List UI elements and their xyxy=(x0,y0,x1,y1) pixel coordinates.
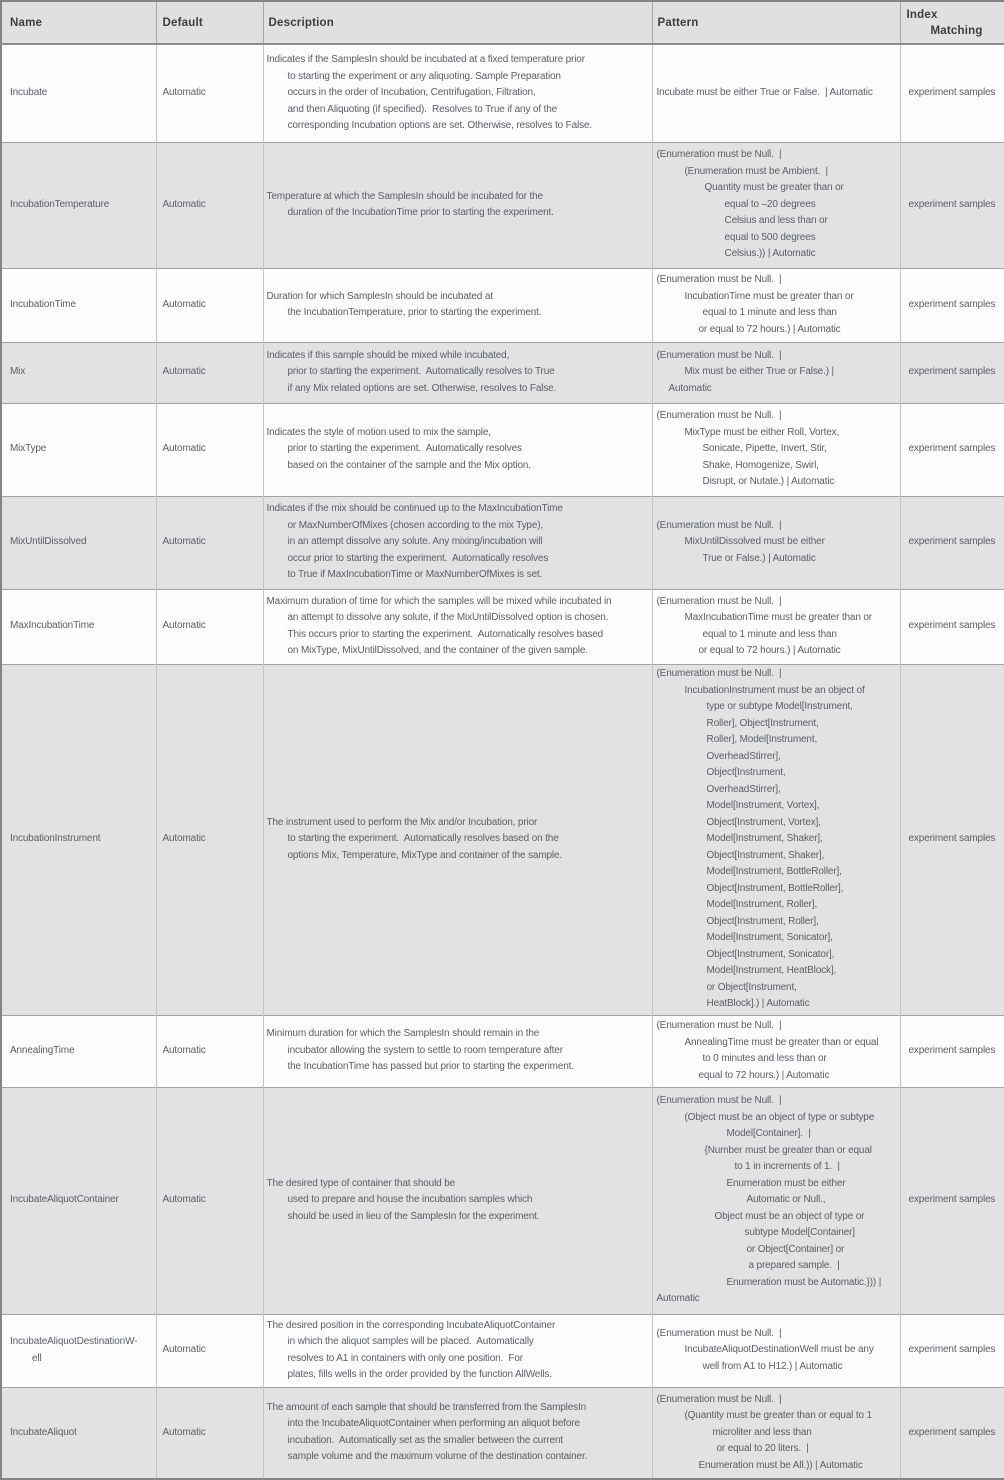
cell-line: Automatic xyxy=(668,382,712,394)
table-row xyxy=(1,268,1004,342)
cell-line: Maximum duration of time for which the samples will be mixed while incubated in xyxy=(266,595,612,607)
cell-line: Mix xyxy=(10,366,26,378)
cell-line: Roller], Object[Instrument, xyxy=(706,717,819,729)
column-header-name xyxy=(1,1,156,44)
cell-line: or equal to 72 hours.) | Automatic xyxy=(698,645,841,656)
cell-line: OverheadStirrer], xyxy=(706,783,781,795)
cell-line: (Enumeration must be Null. | xyxy=(656,1020,782,1031)
cell-line: (Enumeration must be Null. | xyxy=(656,1095,782,1107)
cell-line: the IncubationTime has passed but prior to starting the experiment. xyxy=(287,1061,574,1073)
cell-line: (Enumeration must be Null. | xyxy=(656,1393,782,1405)
index-matching-cell xyxy=(900,142,1004,268)
cell-line: OverheadStirrer], xyxy=(706,750,781,762)
cell-line: Celsius.)) | Automatic xyxy=(724,248,816,260)
cell-line: Model[Instrument, HeatBlock], xyxy=(706,965,837,977)
cell-line: Automatic xyxy=(162,198,206,210)
default-cell xyxy=(156,589,263,664)
table-row xyxy=(1,342,1004,403)
cell-line: IncubationInstrument xyxy=(10,833,101,845)
index-matching-cell xyxy=(900,403,1004,496)
cell-line: Object must be an object of type or xyxy=(714,1210,865,1222)
default-cell xyxy=(156,1387,263,1479)
cell-line: The desired position in the corresponding IncubateAliquotContainer xyxy=(266,1319,556,1331)
header-row xyxy=(1,1,1004,44)
cell-line: IncubationTime xyxy=(10,298,76,310)
default-cell xyxy=(156,268,263,342)
cell-line: IncubationInstrument must be an object of xyxy=(684,684,865,696)
table-row xyxy=(1,1015,1004,1087)
cell-line: options Mix, Temperature, MixType and container of the sample. xyxy=(287,849,563,861)
cell-line: MaxIncubationTime xyxy=(10,620,95,632)
cell-line: sample volume and the maximum volume of the destination container. xyxy=(287,1451,588,1463)
description-cell xyxy=(263,403,652,496)
pattern-cell xyxy=(652,1314,900,1387)
cell-line: Enumeration must be Automatic.})) | xyxy=(726,1276,882,1288)
cell-line: AnnealingTime xyxy=(10,1044,75,1056)
cell-line: incubator allowing the system to settle to room temperature after xyxy=(287,1044,563,1056)
cell-line: The instrument used to perform the Mix and/or Incubation, prior xyxy=(266,816,538,828)
description-cell xyxy=(263,496,652,589)
cell-line: experiment samples xyxy=(908,198,996,210)
cell-line: Model[Instrument, BottleRoller], xyxy=(706,866,842,878)
cell-line: or Object[Container] or xyxy=(746,1243,845,1255)
cell-line: (Enumeration must be Null. | xyxy=(656,595,782,607)
description-cell xyxy=(263,1314,652,1387)
index-matching-cell xyxy=(900,44,1004,142)
cell-line: Model[Instrument, Shaker], xyxy=(706,833,823,845)
cell-line: Shake, Homogenize, Swirl, xyxy=(702,459,819,471)
cell-line: prior to starting the experiment. Automatically resolves xyxy=(287,443,522,455)
cell-line: in an attempt dissolve any solute. Any mixing/incubation will xyxy=(287,536,543,548)
cell-line: Mix must be either True or False.) | xyxy=(684,366,834,378)
cell-line: Automatic or Null., xyxy=(746,1194,826,1206)
cell-line: Incubate xyxy=(10,87,48,98)
cell-line: The amount of each sample that should be transferred from the SamplesIn xyxy=(266,1401,587,1413)
name-cell xyxy=(1,1314,156,1387)
cell-line: experiment samples xyxy=(908,833,996,845)
index-matching-cell xyxy=(900,342,1004,403)
cell-line: Enumeration must be either xyxy=(726,1177,846,1189)
cell-line: Enumeration must be All.)) | Automatic xyxy=(698,1459,863,1471)
cell-line: corresponding Incubation options are set. Otherwise, resolves to False. xyxy=(287,120,593,131)
table-row xyxy=(1,589,1004,664)
default-cell xyxy=(156,664,263,1015)
cell-line: (Enumeration must be Null. | xyxy=(656,274,782,285)
cell-line: Automatic xyxy=(162,87,206,98)
cell-line: on MixType, MixUntilDissolved, and the container of the given sample. xyxy=(287,645,588,656)
cell-line: MixUntilDissolved must be either xyxy=(684,536,825,548)
name-cell xyxy=(1,1087,156,1314)
cell-line: experiment samples xyxy=(908,366,996,378)
cell-line: experiment samples xyxy=(908,1194,996,1206)
cell-line: into the IncubateAliquotContainer when performing an aliquot before xyxy=(287,1418,580,1430)
cell-line: IncubateAliquotContainer xyxy=(10,1194,119,1206)
description-cell xyxy=(263,342,652,403)
cell-line: experiment samples xyxy=(908,536,996,548)
table-row xyxy=(1,1087,1004,1314)
column-header-index-matching-line1: Index xyxy=(906,8,938,21)
index-matching-cell xyxy=(900,1015,1004,1087)
cell-line: (Enumeration must be Null. | xyxy=(656,519,782,531)
cell-line: to starting the experiment or any aliquoting. Sample Preparation xyxy=(287,70,561,82)
description-cell xyxy=(263,1015,652,1087)
cell-line: and then Aliquoting (if specified). Resolves to True if any of the xyxy=(287,103,558,115)
pattern-cell xyxy=(652,142,900,268)
cell-line: HeatBlock].) | Automatic xyxy=(706,998,810,1010)
pattern-cell xyxy=(652,44,900,142)
name-cell xyxy=(1,268,156,342)
cell-line: (Enumeration must be Null. | xyxy=(656,1327,782,1339)
cell-line: Automatic xyxy=(162,443,206,455)
default-cell xyxy=(156,496,263,589)
cell-line: equal to 500 degrees xyxy=(724,231,816,243)
column-header-description xyxy=(263,1,652,44)
pattern-cell xyxy=(652,1015,900,1087)
cell-line: or equal to 20 liters. | xyxy=(716,1443,809,1454)
index-matching-cell xyxy=(900,1387,1004,1479)
cell-line: equal to 72 hours.) | Automatic xyxy=(698,1069,830,1081)
cell-line: Indicates if the SamplesIn should be incubated at a fixed temperature prior xyxy=(266,54,585,65)
table-row xyxy=(1,142,1004,268)
column-header-default xyxy=(156,1,263,44)
cell-line: should be used in lieu of the SamplesIn for the experiment. xyxy=(287,1210,540,1222)
cell-line: Automatic xyxy=(162,620,206,632)
default-cell xyxy=(156,403,263,496)
cell-line: incubation. Automatically set as the smaller between the current xyxy=(287,1434,563,1446)
name-cell xyxy=(1,1015,156,1087)
table-row xyxy=(1,403,1004,496)
default-cell xyxy=(156,1087,263,1314)
cell-line: equal to –20 degrees xyxy=(724,198,816,210)
column-header-index-matching xyxy=(900,1,1004,44)
cell-line: ell xyxy=(32,1352,42,1364)
column-header-index-matching-line2: Matching xyxy=(930,24,983,37)
cell-line: Automatic xyxy=(162,366,206,378)
cell-line: Automatic xyxy=(656,1293,700,1305)
cell-line: resolves to A1 in containers with only one position. For xyxy=(287,1352,523,1364)
cell-line: IncubationTime must be greater than or xyxy=(684,290,854,302)
column-header-name-label: Name xyxy=(10,16,43,29)
cell-line: Object[Instrument, xyxy=(706,767,786,779)
cell-line: (Enumeration must be Null. | xyxy=(656,149,782,161)
name-cell xyxy=(1,44,156,142)
cell-line: a prepared sample. | xyxy=(748,1260,840,1272)
default-cell xyxy=(156,142,263,268)
table-header xyxy=(1,1,1004,44)
cell-line: in which the aliquot samples will be placed. Automatically xyxy=(287,1336,534,1347)
name-cell xyxy=(1,496,156,589)
cell-line: Automatic xyxy=(162,536,206,548)
cell-line: Object[Instrument, Shaker], xyxy=(706,849,825,861)
cell-line: MaxIncubationTime must be greater than or xyxy=(684,612,872,623)
pattern-cell xyxy=(652,1087,900,1314)
cell-line: subtype Model[Container] xyxy=(744,1227,855,1239)
cell-line: Quantity must be greater than or xyxy=(704,182,844,194)
cell-line: (Enumeration must be Null. | xyxy=(656,410,782,422)
cell-line: Object[Instrument, BottleRoller], xyxy=(706,882,844,894)
index-matching-cell xyxy=(900,1314,1004,1387)
cell-line: MixType must be either Roll, Vortex, xyxy=(684,426,840,438)
cell-line: Automatic xyxy=(162,1044,206,1056)
cell-line: Model[Instrument, Roller], xyxy=(706,899,818,911)
cell-line: experiment samples xyxy=(908,298,996,310)
cell-line: if any Mix related options are set. Otherwise, resolves to False. xyxy=(287,382,557,394)
cell-line: (Enumeration must be Null. | xyxy=(656,668,782,680)
description-cell xyxy=(263,664,652,1015)
description-cell xyxy=(263,142,652,268)
cell-line: Sonicate, Pipette, Invert, Stir, xyxy=(702,443,827,455)
column-header-pattern xyxy=(652,1,900,44)
cell-line: the IncubationTemperature, prior to starting the experiment. xyxy=(287,307,542,318)
name-cell xyxy=(1,403,156,496)
pattern-cell xyxy=(652,496,900,589)
cell-line: equal to 1 minute and less than xyxy=(702,307,837,318)
description-cell xyxy=(263,268,652,342)
cell-line: Model[Container]. | xyxy=(726,1128,811,1140)
name-cell xyxy=(1,589,156,664)
cell-line: MixUntilDissolved xyxy=(10,536,87,548)
column-header-pattern-label: Pattern xyxy=(657,16,699,29)
cell-line: duration of the IncubationTime prior to starting the experiment. xyxy=(287,207,554,218)
cell-line: This occurs prior to starting the experiment. Automatically resolves based xyxy=(287,628,604,640)
cell-line: plates, fills wells in the order provided by the function AllWells. xyxy=(287,1369,552,1380)
cell-line: (Quantity must be greater than or equal to 1 xyxy=(684,1410,872,1421)
name-cell xyxy=(1,142,156,268)
cell-line: Indicates the style of motion used to mix the sample, xyxy=(266,426,491,438)
cell-line: IncubateAliquotDestinationW- xyxy=(10,1336,138,1347)
table-row xyxy=(1,496,1004,589)
cell-line: The desired type of container that should be xyxy=(266,1177,456,1189)
default-cell xyxy=(156,342,263,403)
index-matching-cell xyxy=(900,589,1004,664)
cell-line: experiment samples xyxy=(908,1044,996,1056)
cell-line: Temperature at which the SamplesIn should be incubated for the xyxy=(266,190,543,202)
default-cell xyxy=(156,44,263,142)
cell-line: Model[Instrument, Sonicator], xyxy=(706,932,833,944)
cell-line: an attempt to dissolve any solute, if the MixUntilDissolved option is chosen. xyxy=(287,612,609,623)
table-row xyxy=(1,1387,1004,1479)
cell-line: type or subtype Model[Instrument, xyxy=(706,701,853,713)
name-cell xyxy=(1,664,156,1015)
cell-line: (Enumeration must be Ambient. | xyxy=(684,165,828,177)
name-cell xyxy=(1,342,156,403)
table-row xyxy=(1,44,1004,142)
cell-line: Indicates if the mix should be continued up to the MaxIncubationTime xyxy=(266,503,563,515)
cell-line: experiment samples xyxy=(908,1426,996,1438)
cell-line: experiment samples xyxy=(908,443,996,455)
default-cell xyxy=(156,1015,263,1087)
cell-line: IncubateAliquot xyxy=(10,1426,77,1438)
cell-line: AnnealingTime must be greater than or equal xyxy=(684,1036,879,1048)
pattern-cell xyxy=(652,268,900,342)
cell-line: IncubateAliquotDestinationWell must be any xyxy=(684,1344,874,1356)
cell-line: Roller], Model[Instrument, xyxy=(706,734,818,746)
cell-line: Celsius and less than or xyxy=(724,215,828,227)
cell-line: to 0 minutes and less than or xyxy=(702,1053,827,1064)
cell-line: Minimum duration for which the SamplesIn should remain in the xyxy=(266,1028,540,1040)
cell-line: Indicates if this sample should be mixed while incubated, xyxy=(266,349,510,361)
column-header-default-label: Default xyxy=(162,16,203,29)
pattern-cell xyxy=(652,1387,900,1479)
cell-line: experiment samples xyxy=(908,1344,996,1356)
column-header-description-label: Description xyxy=(268,16,334,29)
cell-line: Automatic xyxy=(162,1194,206,1206)
cell-line: to starting the experiment. Automatically resolves based on the xyxy=(287,833,559,845)
cell-line: to True if MaxIncubationTime or MaxNumberOfMixes is set. xyxy=(287,569,543,581)
cell-line: or MaxNumberOfMixes (chosen according to the mix Type), xyxy=(287,519,544,531)
cell-line: or equal to 72 hours.) | Automatic xyxy=(698,323,841,335)
cell-line: used to prepare and house the incubation samples which xyxy=(287,1194,533,1206)
description-cell xyxy=(263,1387,652,1479)
cell-line: experiment samples xyxy=(908,620,996,632)
cell-line: well from A1 to H12.) | Automatic xyxy=(702,1360,843,1372)
table-row xyxy=(1,664,1004,1015)
default-cell xyxy=(156,1314,263,1387)
cell-line: microliter and less than xyxy=(712,1426,812,1438)
description-cell xyxy=(263,1087,652,1314)
cell-line: Automatic xyxy=(162,298,206,310)
cell-line: Disrupt, or Nutate.) | Automatic xyxy=(702,476,835,488)
cell-line: Model[Instrument, Vortex], xyxy=(706,800,820,812)
cell-line: occur prior to starting the experiment. Automatically resolves xyxy=(287,552,549,564)
cell-line: or Object[Instrument, xyxy=(706,981,797,993)
index-matching-cell xyxy=(900,664,1004,1015)
cell-line: prior to starting the experiment. Automatically resolves to True xyxy=(287,366,555,378)
cell-line: Incubate must be either True or False. | Automatic xyxy=(656,87,873,98)
description-cell xyxy=(263,589,652,664)
index-matching-cell xyxy=(900,268,1004,342)
cell-line: (Object must be an object of type or subtype xyxy=(684,1111,875,1123)
cell-line: {Number must be greater than or equal xyxy=(704,1144,872,1156)
cell-line: based on the container of the sample and the Mix option. xyxy=(287,459,531,471)
cell-line: Automatic xyxy=(162,833,206,845)
cell-line: Object[Instrument, Sonicator], xyxy=(706,948,835,960)
table-row xyxy=(1,1314,1004,1387)
pattern-cell xyxy=(652,403,900,496)
cell-line: Duration for which SamplesIn should be incubated at xyxy=(266,290,493,302)
cell-line: Object[Instrument, Roller], xyxy=(706,915,819,927)
cell-line: True or False.) | Automatic xyxy=(702,552,816,564)
table-body xyxy=(1,44,1004,1479)
cell-line: Automatic xyxy=(162,1426,206,1438)
index-matching-cell xyxy=(900,496,1004,589)
cell-line: experiment samples xyxy=(908,87,996,98)
cell-line: Object[Instrument, Vortex], xyxy=(706,816,821,828)
cell-line: IncubationTemperature xyxy=(10,198,110,210)
cell-line: MixType xyxy=(10,443,47,455)
cell-line: (Enumeration must be Null. | xyxy=(656,349,782,361)
pattern-cell xyxy=(652,589,900,664)
description-cell xyxy=(263,44,652,142)
cell-line: Automatic xyxy=(162,1344,206,1356)
pattern-cell xyxy=(652,342,900,403)
index-matching-cell xyxy=(900,1087,1004,1314)
name-cell xyxy=(1,1387,156,1479)
pattern-cell xyxy=(652,664,900,1015)
cell-line: to 1 in increments of 1. | xyxy=(734,1161,840,1173)
cell-line: occurs in the order of Incubation, Centrifugation, Filtration, xyxy=(287,87,536,98)
cell-line: equal to 1 minute and less than xyxy=(702,628,837,640)
